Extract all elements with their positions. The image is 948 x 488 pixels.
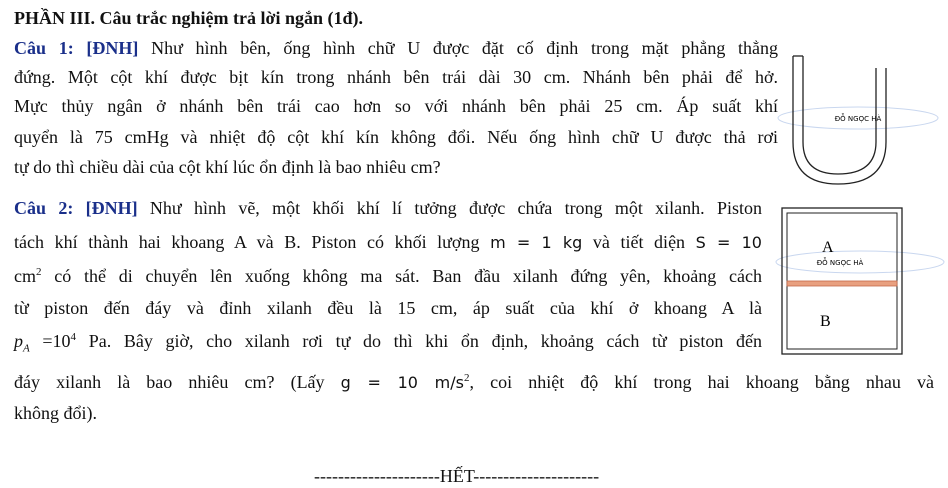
- mass-value: m = 1 kg: [490, 233, 583, 252]
- q1-line-2: đứng. Một cột khí được bịt kín trong nhánh bên trái dài 30 cm. Nhánh bên phải để hở.: [14, 67, 778, 87]
- pressure-symbol: p: [14, 331, 23, 351]
- q1-label: Câu 1: [ĐNH]: [14, 38, 139, 58]
- cylinder-figure: [760, 200, 948, 360]
- q2-line-4: từ piston đến đáy và đỉnh xilanh đều là 15 cm, áp suất của khí ở khoang A là: [14, 298, 762, 318]
- gravity-value: g = 10 m/s: [340, 373, 464, 392]
- q2-line-7: không đổi).: [14, 403, 97, 423]
- area-value: S = 10: [695, 233, 762, 252]
- q2-label: Câu 2: [ĐNH]: [14, 198, 138, 218]
- watermark-text-2: ĐỖ NGỌC HÀ: [816, 259, 864, 267]
- u-tube-figure: [740, 50, 940, 190]
- q2-line-3: $cm^2$ có thể di chuyển lên xuống không ma sát. Ban đầu xilanh đứng yên, khoảng cách: [14, 266, 762, 286]
- end-marker: ---------------------HẾT---------------------: [314, 466, 600, 486]
- q1-line-1: [14, 38, 778, 59]
- section-title: PHẦN III. Câu trắc nghiệm trả lời ngắn (1đ).: [14, 8, 363, 28]
- q1-text-1: Như hình bên, ống hình chữ U được đặt cố định trong mặt phẳng thẳng: [138, 38, 778, 58]
- piston: [787, 281, 897, 286]
- q1-line-3: Mực thủy ngân ở nhánh bên trái cao hơn so với nhánh bên phải 25 cm. Áp suất khí: [14, 96, 778, 116]
- chamber-a-label: A: [822, 239, 834, 256]
- q2-text-1: Như hình vẽ, một khối khí lí tưởng được chứa trong một xilanh. Piston: [137, 198, 763, 218]
- q2-line-5: $p_A =10^4$ Pa. Bây giờ, cho xilanh rơi tự do thì khi ổn định, khoảng cách từ piston đến: [14, 331, 763, 355]
- q2-line-2: tách khí thành hai khoang A và B. Piston có khối lượng m = 1 kg và tiết diện S = 10: [14, 232, 762, 252]
- chamber-b-label: B: [820, 313, 831, 330]
- watermark-text-1: ĐỖ NGỌC HÀ: [834, 115, 882, 123]
- q2-line-6: đáy xilanh là bao nhiêu cm? (Lấy g = 10 $m/s^2$, coi nhiệt độ khí trong hai khoang bằng nhau và: [14, 372, 934, 392]
- q1-line-4: quyển là 75 cmHg và nhiệt độ cột khí kín không đổi. Nếu ống hình chữ U được thả rơi: [14, 127, 778, 147]
- q1-line-5: tự do thì chiều dài của cột khí lúc ổn định là bao nhiêu cm?: [14, 157, 441, 177]
- q2-line-1: [14, 198, 762, 219]
